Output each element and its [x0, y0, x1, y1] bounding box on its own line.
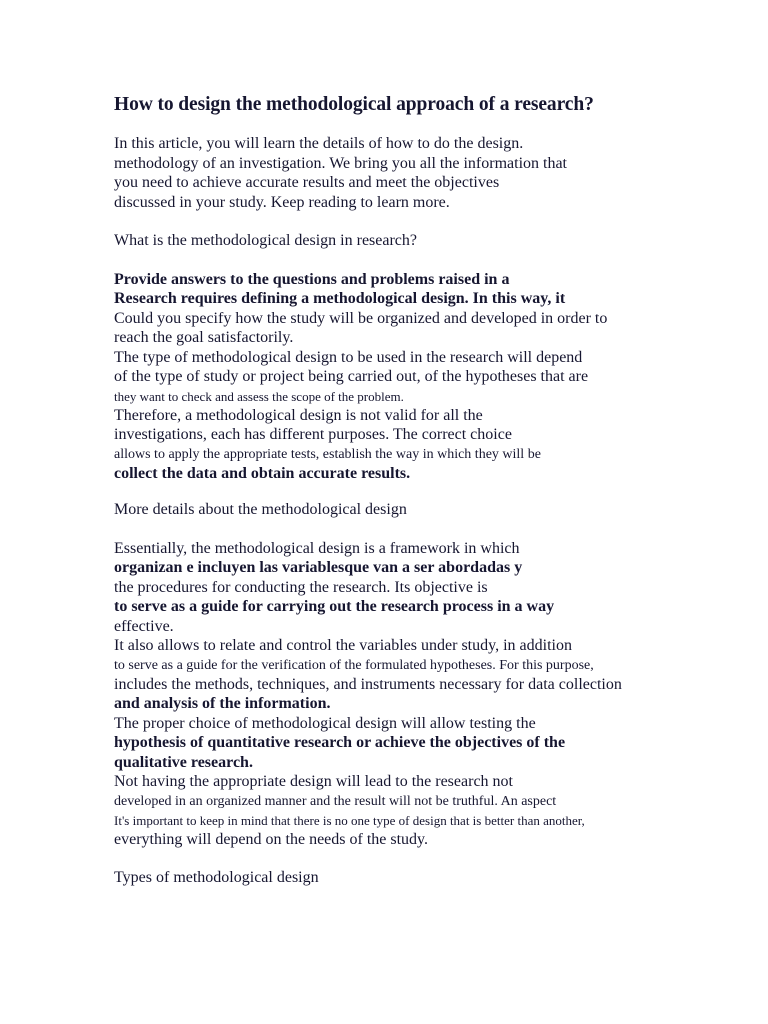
- text-line: developed in an organized manner and the result will not be truthful. An aspect: [114, 793, 557, 809]
- intro-paragraph: [114, 134, 674, 212]
- text-line: to serve as a guide for carrying out the research process in a way: [114, 598, 555, 615]
- text-line: the procedures for conducting the research. Its objective is: [114, 578, 488, 596]
- text-line: effective.: [114, 617, 174, 635]
- text-line: of the type of study or project being carried out, of the hypotheses that are: [114, 368, 589, 385]
- text-line: Provide answers to the questions and problems raised in a: [114, 270, 510, 288]
- text-line: More details about the methodological design: [114, 501, 407, 518]
- text-line: methodology of an investigation. We bring you all the information that: [114, 154, 567, 172]
- text-line: Essentially, the methodological design is a framework in which: [114, 539, 520, 557]
- text-line: organizan e incluyen las variablesque van a ser abordadas y: [114, 559, 523, 576]
- text-line: discussed in your study. Keep reading to learn more.: [114, 193, 450, 211]
- section2-paragraph: [114, 539, 674, 850]
- text-line: Therefore, a methodological design is not valid for all the: [114, 406, 483, 424]
- text-line: investigations, each has different purposes. The correct choice: [114, 426, 512, 443]
- section-heading-types: [114, 868, 674, 888]
- text-line: and analysis of the information.: [114, 695, 331, 712]
- text-line: In this article, you will learn the details of how to do the design.: [114, 135, 524, 152]
- text-line: It also allows to relate and control the variables under study, in addition: [114, 637, 572, 654]
- text-line: you need to achieve accurate results and meet the objectives: [114, 174, 500, 191]
- text-line: qualitative research.: [114, 753, 253, 771]
- text-line: The type of methodological design to be used in the research will depend: [114, 348, 583, 366]
- text-line: allows to apply the appropriate tests, establish the way in which they will be: [114, 446, 541, 462]
- text-line: collect the data and obtain accurate results.: [114, 464, 411, 482]
- text-line: What is the methodological design in research?: [114, 232, 418, 249]
- text-line: everything will depend on the needs of the study.: [114, 830, 428, 848]
- text-line: The proper choice of methodological design will allow testing the: [114, 714, 536, 732]
- text-line: Types of methodological design: [114, 869, 319, 886]
- text-line: reach the goal satisfactorily.: [114, 329, 294, 346]
- document-title: How to design the methodological approach of a research?: [114, 94, 594, 115]
- text-line: It's important to keep in mind that there is no one type of design that is better than another,: [114, 812, 585, 828]
- text-line: Not having the appropriate design will lead to the research not: [114, 773, 513, 790]
- text-line: they want to check and assess the scope of the problem.: [114, 388, 404, 404]
- section1-paragraph: [114, 270, 674, 484]
- text-line: Could you specify how the study will be organized and developed in order to: [114, 309, 608, 327]
- text-line: Research requires defining a methodological design. In this way, it: [114, 290, 566, 307]
- text-line: to serve as a guide for the verification of the formulated hypotheses. For this purpose,: [114, 657, 594, 673]
- document-page: [114, 93, 674, 888]
- section-heading-what: [114, 231, 674, 251]
- section-heading-more: [114, 500, 674, 520]
- text-line: includes the methods, techniques, and instruments necessary for data collection: [114, 675, 622, 693]
- text-line: hypothesis of quantitative research or achieve the objectives of the: [114, 734, 566, 751]
